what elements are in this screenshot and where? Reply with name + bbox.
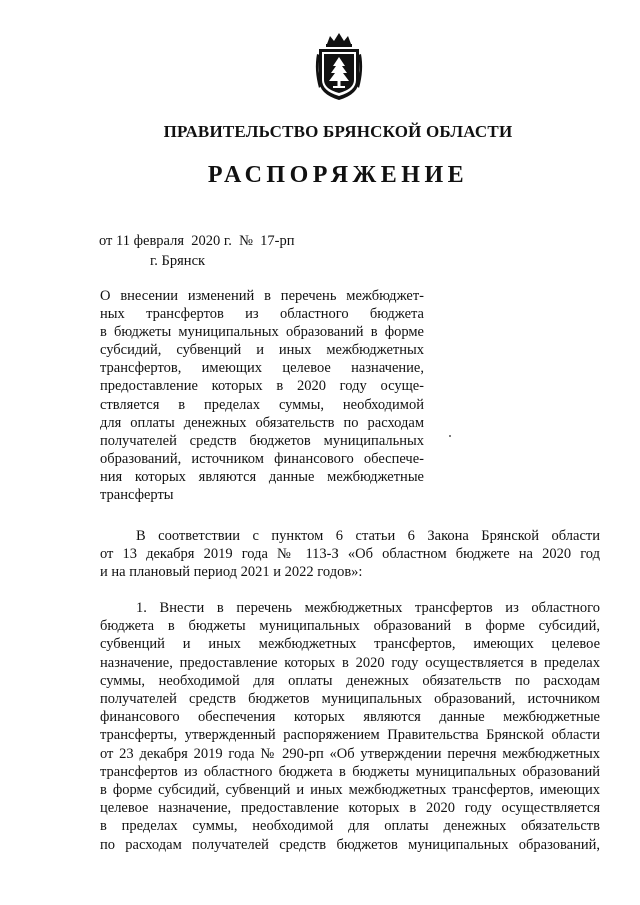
preamble-line: и на плановый период 2021 и 2022 годов»: [100, 564, 363, 581]
subject-line: ных трансфертов из областного бюджета [100, 306, 424, 323]
document-subject [100, 287, 424, 504]
item-line: трансфертов из областного бюджета в бюджеты муниципальных образований [100, 763, 600, 780]
preamble-line: от 13 декабря 2019 года № 113-З «Об областном бюджете на 2020 год [100, 546, 600, 563]
document-city: г. Брянск [150, 253, 206, 269]
item-line: целевое назначение, предоставление которых в 2020 году осуществляется [100, 800, 600, 817]
item-line: бюджета в бюджеты муниципальных образований в форме субсидий, [100, 618, 600, 635]
subject-line: субсидий, субвенций и иных межбюджетных [100, 342, 424, 359]
document-type-title: РАСПОРЯЖЕНИЕ [207, 162, 469, 188]
item-line: по расходам получателей средств бюджетов муниципальных образований, [100, 836, 600, 853]
subject-line: О внесении изменений в перечень межбюджет- [100, 288, 424, 304]
subject-line: получателей средств бюджетов муниципальных [100, 432, 424, 449]
item-line: назначение, предоставление которых в 2020 году осуществляется в пределах [100, 654, 600, 671]
item-line: суммы, необходимой для оплаты денежных обязательств по расходам [100, 672, 600, 689]
scan-speck [449, 435, 451, 437]
item-line: от 23 декабря 2019 года № 290-рп «Об утверждении перечня межбюджетных [100, 745, 600, 762]
item-line: получателей средств бюджетов муниципальных образований, источником [100, 691, 600, 708]
subject-line: в бюджеты муниципальных образований в форме [100, 324, 424, 341]
item-line: финансового обеспечения которых являются данные межбюджетные [100, 709, 600, 726]
item-line: трансферты, утвержденный распоряжением Правительства Брянской области [100, 727, 600, 744]
subject-line: предоставление которых в 2020 году осуще- [100, 378, 424, 395]
subject-line: для оплаты денежных обязательств по расходам [100, 414, 424, 431]
subject-line: трансфертов, имеющих целевое назначение, [100, 360, 424, 377]
coat-of-arms-emblem [313, 30, 365, 104]
item-line: 1. Внести в перечень межбюджетных трансфертов из областного [136, 600, 600, 616]
subject-line: ствляется в пределах суммы, необходимой [100, 396, 424, 413]
item-line: в пределах суммы, необходимой для оплаты денежных обязательств [100, 818, 600, 835]
preamble-paragraph [100, 527, 600, 582]
preamble-line: В соответствии с пунктом 6 статьи 6 Закона Брянской области [136, 528, 600, 544]
document-date-number: от 11 февраля 2020 г. № 17-рп [99, 233, 295, 249]
item-line: субвенций и иных межбюджетных трансфертов, имеющих целевое [100, 636, 600, 653]
item-1-paragraph [100, 599, 600, 854]
subject-line: ния которых являются данные межбюджетные [100, 468, 424, 485]
item-line: в форме субсидий, субвенций и иных межбюджетных трансфертов, имеющих [100, 782, 600, 799]
organization-title: ПРАВИТЕЛЬСТВО БРЯНСКОЙ ОБЛАСТИ [163, 122, 513, 141]
subject-line: образований, источником финансового обеспече- [100, 450, 424, 467]
subject-line: трансферты [100, 487, 174, 504]
